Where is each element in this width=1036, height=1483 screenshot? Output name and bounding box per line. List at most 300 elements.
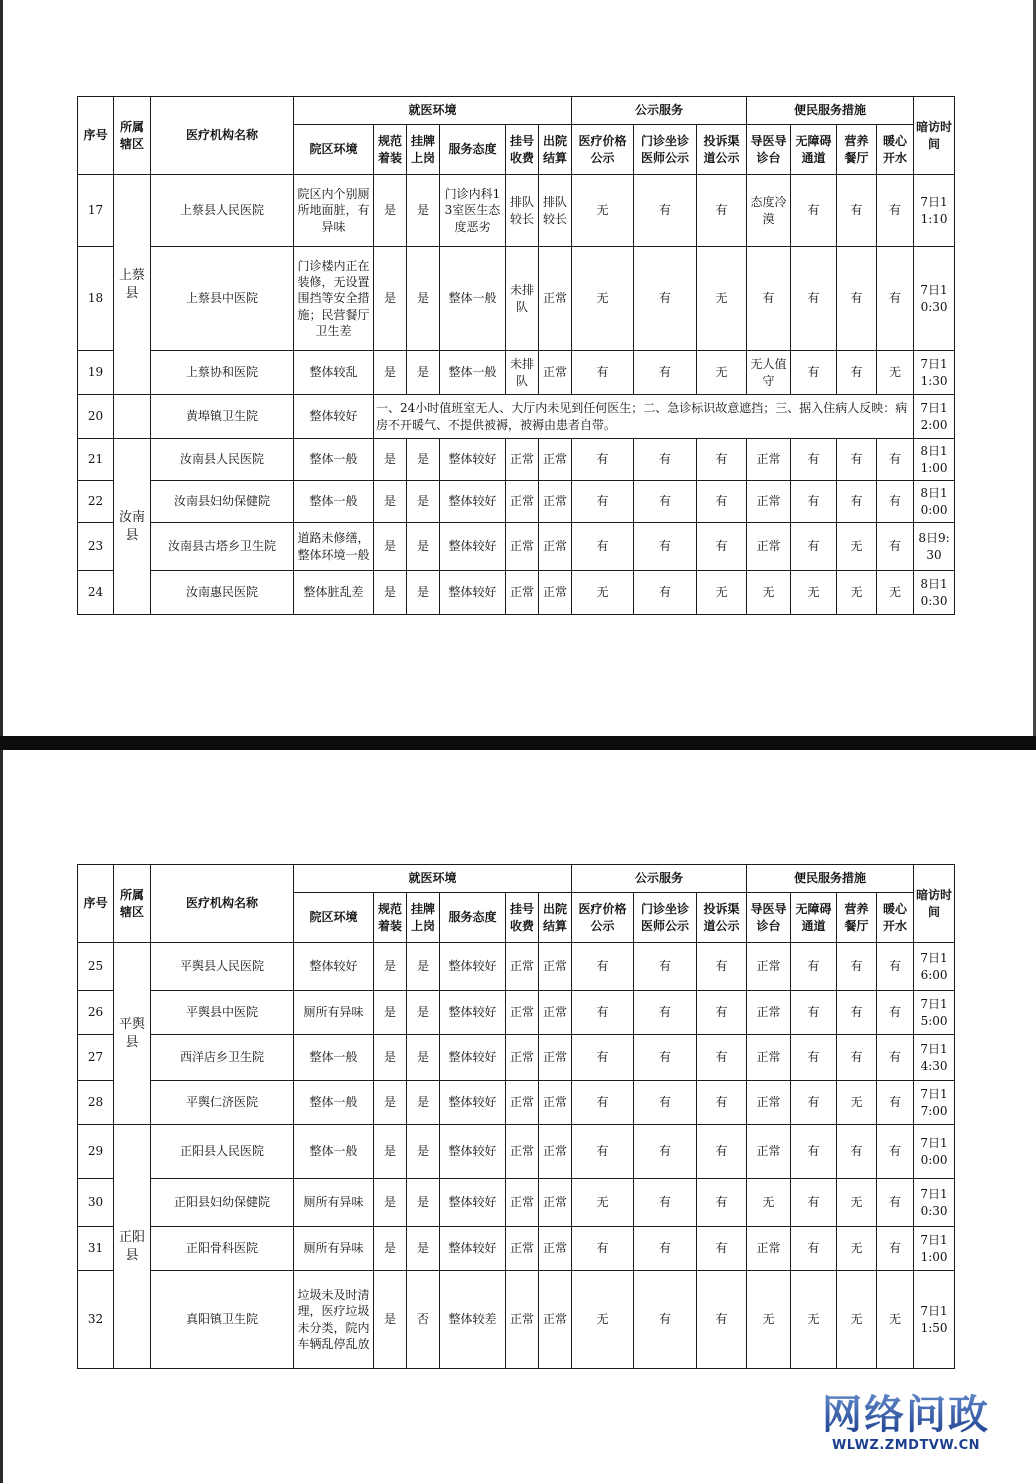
cell-guide: 有 [747, 247, 791, 351]
cell-complaint: 有 [697, 1125, 747, 1179]
cell-time: 7日11:00 [914, 1227, 955, 1271]
cell-settle: 正常 [539, 943, 572, 991]
cell-dress: 是 [374, 943, 407, 991]
inspection-table-page-1 [77, 96, 955, 615]
cell-badge: 是 [407, 523, 440, 571]
cell-settle: 正常 [539, 1081, 572, 1125]
cell-canteen: 无 [837, 1081, 877, 1125]
cell-seq: 17 [78, 175, 114, 247]
cell-attitude: 整体较差 [440, 1271, 506, 1369]
cell-dress: 是 [374, 523, 407, 571]
cell-price: 有 [572, 439, 634, 481]
cell-dress: 是 [374, 571, 407, 615]
cell-price: 有 [572, 991, 634, 1035]
cell-dress: 是 [374, 1081, 407, 1125]
header-sub: 挂牌上岗 [407, 893, 440, 943]
cell-reg: 正常 [506, 439, 539, 481]
cell-name: 上蔡县中医院 [151, 247, 294, 351]
cell-reg: 正常 [506, 1179, 539, 1227]
cell-seq: 21 [78, 439, 114, 481]
table-row [78, 1081, 955, 1125]
cell-name: 汝南县人民医院 [151, 439, 294, 481]
header-sub: 暖心开水 [877, 893, 914, 943]
table-row [78, 1035, 955, 1081]
header-sub: 院区环境 [294, 893, 374, 943]
cell-seq: 24 [78, 571, 114, 615]
cell-time: 7日15:00 [914, 991, 955, 1035]
cell-attitude: 整体较好 [440, 991, 506, 1035]
cell-price: 有 [572, 943, 634, 991]
cell-county: 汝南县 [114, 439, 151, 615]
cell-settle: 正常 [539, 1179, 572, 1227]
table-row [78, 439, 955, 481]
cell-name: 汝南县古塔乡卫生院 [151, 523, 294, 571]
cell-complaint: 有 [697, 943, 747, 991]
cell-settle: 正常 [539, 481, 572, 523]
cell-time: 8日10:00 [914, 481, 955, 523]
header-group-env: 就医环境 [294, 865, 572, 893]
cell-time: 7日14:30 [914, 1035, 955, 1081]
cell-seq: 23 [78, 523, 114, 571]
cell-canteen: 有 [837, 247, 877, 351]
cell-guide: 无 [747, 1179, 791, 1227]
cell-price: 无 [572, 247, 634, 351]
cell-reg: 正常 [506, 1125, 539, 1179]
cell-settle: 正常 [539, 439, 572, 481]
cell-seq: 22 [78, 481, 114, 523]
cell-doctor: 有 [634, 523, 697, 571]
cell-settle: 正常 [539, 991, 572, 1035]
cell-doctor: 有 [634, 351, 697, 395]
cell-doctor: 有 [634, 571, 697, 615]
cell-settle: 正常 [539, 1271, 572, 1369]
cell-canteen: 有 [837, 351, 877, 395]
header-group-service: 便民服务措施 [747, 97, 914, 125]
inspection-table-page-2 [77, 864, 955, 1369]
cell-barrier: 有 [791, 523, 837, 571]
header-seq: 序号 [78, 865, 114, 943]
cell-badge: 是 [407, 991, 440, 1035]
cell-county: 上蔡县 [114, 175, 151, 395]
header-sub: 规范着装 [374, 893, 407, 943]
cell-complaint: 无 [697, 351, 747, 395]
cell-dress: 是 [374, 439, 407, 481]
cell-barrier: 有 [791, 247, 837, 351]
header-institution: 医疗机构名称 [151, 97, 294, 175]
cell-guide: 正常 [747, 1227, 791, 1271]
watermark-title: 网络问政 [818, 1393, 994, 1437]
cell-barrier: 有 [791, 351, 837, 395]
table-row [78, 175, 955, 247]
cell-canteen: 有 [837, 1125, 877, 1179]
header-sub: 服务态度 [440, 125, 506, 175]
cell-name: 黄埠镇卫生院 [151, 395, 294, 439]
cell-env: 整体一般 [294, 1125, 374, 1179]
cell-reg: 正常 [506, 991, 539, 1035]
cell-badge: 是 [407, 943, 440, 991]
cell-name: 平舆县人民医院 [151, 943, 294, 991]
cell-water: 有 [877, 1227, 914, 1271]
cell-badge: 是 [407, 1179, 440, 1227]
page-separator [0, 736, 1036, 750]
cell-barrier: 无 [791, 571, 837, 615]
cell-complaint: 有 [697, 439, 747, 481]
cell-env: 门诊楼内正在装修，无设置围挡等安全措施；民营餐厅卫生差 [294, 247, 374, 351]
header-sub: 门诊坐诊医师公示 [634, 125, 697, 175]
cell-settle: 正常 [539, 1227, 572, 1271]
cell-badge: 是 [407, 247, 440, 351]
cell-doctor: 有 [634, 481, 697, 523]
table-row [78, 523, 955, 571]
cell-guide: 正常 [747, 439, 791, 481]
cell-badge: 是 [407, 1035, 440, 1081]
cell-water: 无 [877, 351, 914, 395]
cell-dress: 是 [374, 1271, 407, 1369]
cell-price: 无 [572, 1271, 634, 1369]
cell-seq: 31 [78, 1227, 114, 1271]
cell-guide: 正常 [747, 523, 791, 571]
cell-env: 厕所有异味 [294, 1179, 374, 1227]
cell-time: 7日11:10 [914, 175, 955, 247]
cell-name: 平舆县中医院 [151, 991, 294, 1035]
cell-attitude: 整体较好 [440, 523, 506, 571]
cell-complaint: 有 [697, 1227, 747, 1271]
header-sub: 规范着装 [374, 125, 407, 175]
cell-dress: 是 [374, 1227, 407, 1271]
cell-barrier: 有 [791, 175, 837, 247]
header-visit-time: 暗访时间 [914, 97, 955, 175]
cell-seq: 20 [78, 395, 114, 439]
cell-complaint: 有 [697, 523, 747, 571]
cell-barrier: 有 [791, 1035, 837, 1081]
cell-badge: 是 [407, 439, 440, 481]
cell-reg: 正常 [506, 1271, 539, 1369]
header-group-public: 公示服务 [572, 97, 747, 125]
cell-env: 整体脏乱差 [294, 571, 374, 615]
header-visit-time: 暗访时间 [914, 865, 955, 943]
cell-complaint: 有 [697, 1179, 747, 1227]
header-sub: 投诉渠道公示 [697, 893, 747, 943]
cell-county-empty [114, 395, 151, 439]
cell-reg: 正常 [506, 943, 539, 991]
cell-guide: 无 [747, 1271, 791, 1369]
cell-barrier: 有 [791, 1081, 837, 1125]
cell-complaint: 有 [697, 991, 747, 1035]
cell-dress: 是 [374, 351, 407, 395]
cell-env: 垃圾未及时清理，医疗垃圾未分类，院内车辆乱停乱放 [294, 1271, 374, 1369]
cell-badge: 否 [407, 1271, 440, 1369]
cell-water: 有 [877, 1035, 914, 1081]
cell-attitude: 整体较好 [440, 1227, 506, 1271]
cell-water: 无 [877, 1271, 914, 1369]
cell-canteen: 无 [837, 1179, 877, 1227]
cell-barrier: 有 [791, 991, 837, 1035]
cell-guide: 正常 [747, 1081, 791, 1125]
cell-canteen: 无 [837, 1271, 877, 1369]
header-sub: 导医导诊台 [747, 125, 791, 175]
cell-time: 7日11:30 [914, 351, 955, 395]
cell-seq: 28 [78, 1081, 114, 1125]
cell-guide: 无人值守 [747, 351, 791, 395]
cell-canteen: 有 [837, 481, 877, 523]
cell-seq: 25 [78, 943, 114, 991]
cell-attitude: 整体较好 [440, 571, 506, 615]
cell-guide: 正常 [747, 943, 791, 991]
header-group-env: 就医环境 [294, 97, 572, 125]
cell-env: 整体较好 [294, 943, 374, 991]
header-sub: 挂号收费 [506, 893, 539, 943]
cell-canteen: 无 [837, 571, 877, 615]
header-group-public: 公示服务 [572, 865, 747, 893]
cell-badge: 是 [407, 481, 440, 523]
header-sub: 无障碍通道 [791, 893, 837, 943]
header-sub: 医疗价格公示 [572, 893, 634, 943]
cell-barrier: 有 [791, 1179, 837, 1227]
header-sub: 暖心开水 [877, 125, 914, 175]
cell-price: 有 [572, 351, 634, 395]
cell-seq: 32 [78, 1271, 114, 1369]
cell-name: 平舆仁济医院 [151, 1081, 294, 1125]
cell-barrier: 有 [791, 943, 837, 991]
cell-attitude: 整体一般 [440, 351, 506, 395]
cell-doctor: 有 [634, 175, 697, 247]
table-row [78, 395, 955, 439]
cell-time: 8日9:30 [914, 523, 955, 571]
watermark-logo [818, 1393, 994, 1455]
cell-settle: 正常 [539, 247, 572, 351]
header-seq: 序号 [78, 97, 114, 175]
table-row [78, 991, 955, 1035]
cell-guide: 无 [747, 571, 791, 615]
cell-seq: 29 [78, 1125, 114, 1179]
cell-guide: 正常 [747, 991, 791, 1035]
cell-complaint: 有 [697, 481, 747, 523]
cell-doctor: 有 [634, 943, 697, 991]
table-row [78, 1227, 955, 1271]
cell-reg: 正常 [506, 571, 539, 615]
cell-water: 有 [877, 991, 914, 1035]
cell-complaint: 有 [697, 1081, 747, 1125]
cell-attitude: 整体较好 [440, 1125, 506, 1179]
cell-reg: 正常 [506, 1035, 539, 1081]
header-sub: 挂牌上岗 [407, 125, 440, 175]
cell-seq: 26 [78, 991, 114, 1035]
cell-badge: 是 [407, 1081, 440, 1125]
cell-name: 真阳镇卫生院 [151, 1271, 294, 1369]
cell-env: 厕所有异味 [294, 991, 374, 1035]
cell-dress: 是 [374, 247, 407, 351]
cell-attitude: 整体较好 [440, 1179, 506, 1227]
cell-time: 7日10:30 [914, 247, 955, 351]
cell-water: 有 [877, 943, 914, 991]
cell-canteen: 无 [837, 523, 877, 571]
header-sub: 挂号收费 [506, 125, 539, 175]
cell-reg: 正常 [506, 1227, 539, 1271]
header-sub: 医疗价格公示 [572, 125, 634, 175]
cell-seq: 19 [78, 351, 114, 395]
cell-water: 有 [877, 175, 914, 247]
cell-dress: 是 [374, 1125, 407, 1179]
cell-barrier: 有 [791, 481, 837, 523]
cell-attitude: 门诊内科13室医生态度恶劣 [440, 175, 506, 247]
cell-canteen: 有 [837, 943, 877, 991]
cell-dress: 是 [374, 481, 407, 523]
table-row [78, 351, 955, 395]
table-row [78, 571, 955, 615]
header-sub: 营养餐厅 [837, 893, 877, 943]
cell-time: 8日11:00 [914, 439, 955, 481]
cell-barrier: 无 [791, 1271, 837, 1369]
table-row [78, 1271, 955, 1369]
cell-doctor: 有 [634, 1271, 697, 1369]
header-group-service: 便民服务措施 [747, 865, 914, 893]
cell-price: 无 [572, 1179, 634, 1227]
cell-attitude: 整体较好 [440, 1081, 506, 1125]
table-row [78, 481, 955, 523]
cell-time: 7日12:00 [914, 395, 955, 439]
cell-doctor: 有 [634, 1035, 697, 1081]
table-row [78, 943, 955, 991]
watermark-url: WLWZ.ZMDTVW.CN [831, 1438, 981, 1453]
cell-guide: 正常 [747, 481, 791, 523]
cell-water: 有 [877, 481, 914, 523]
table-row [78, 1179, 955, 1227]
cell-price: 有 [572, 1227, 634, 1271]
cell-guide: 正常 [747, 1125, 791, 1179]
cell-env: 厕所有异味 [294, 1227, 374, 1271]
cell-note: 一、24小时值班室无人、大厅内未见到任何医生；二、急诊标识故意遮挡；三、据入住病人反映：病房不开暖气、不提供被褥，被褥由患者自带。 [374, 395, 914, 439]
cell-attitude: 整体较好 [440, 1035, 506, 1081]
cell-doctor: 有 [634, 991, 697, 1035]
cell-complaint: 有 [697, 1035, 747, 1081]
cell-reg: 未排队 [506, 351, 539, 395]
cell-doctor: 有 [634, 1179, 697, 1227]
cell-water: 有 [877, 1179, 914, 1227]
cell-dress: 是 [374, 1035, 407, 1081]
table-row [78, 1125, 955, 1179]
cell-name: 上蔡县人民医院 [151, 175, 294, 247]
cell-doctor: 有 [634, 1125, 697, 1179]
cell-doctor: 有 [634, 1081, 697, 1125]
cell-complaint: 无 [697, 247, 747, 351]
cell-county: 正阳县 [114, 1125, 151, 1369]
header-sub: 营养餐厅 [837, 125, 877, 175]
cell-time: 7日17:00 [914, 1081, 955, 1125]
cell-guide: 正常 [747, 1035, 791, 1081]
cell-complaint: 有 [697, 1271, 747, 1369]
cell-settle: 正常 [539, 1125, 572, 1179]
cell-settle: 正常 [539, 571, 572, 615]
cell-price: 有 [572, 523, 634, 571]
cell-canteen: 有 [837, 991, 877, 1035]
header-sub: 投诉渠道公示 [697, 125, 747, 175]
cell-reg: 正常 [506, 523, 539, 571]
cell-env: 整体较好 [294, 395, 374, 439]
header-county: 所属辖区 [114, 97, 151, 175]
cell-name: 汝南县妇幼保健院 [151, 481, 294, 523]
cell-seq: 27 [78, 1035, 114, 1081]
cell-water: 有 [877, 1081, 914, 1125]
cell-badge: 是 [407, 571, 440, 615]
cell-name: 正阳县妇幼保健院 [151, 1179, 294, 1227]
cell-settle: 正常 [539, 1035, 572, 1081]
cell-dress: 是 [374, 1179, 407, 1227]
cell-canteen: 无 [837, 1227, 877, 1271]
cell-barrier: 有 [791, 439, 837, 481]
cell-settle: 正常 [539, 523, 572, 571]
cell-seq: 18 [78, 247, 114, 351]
cell-water: 无 [877, 571, 914, 615]
header-sub: 无障碍通道 [791, 125, 837, 175]
cell-env: 院区内个别厕所地面脏，有异味 [294, 175, 374, 247]
cell-doctor: 有 [634, 439, 697, 481]
header-sub: 导医导诊台 [747, 893, 791, 943]
cell-name: 汝南惠民医院 [151, 571, 294, 615]
cell-reg: 正常 [506, 1081, 539, 1125]
cell-time: 8日10:30 [914, 571, 955, 615]
cell-settle: 排队较长 [539, 175, 572, 247]
cell-water: 有 [877, 1125, 914, 1179]
header-sub: 服务态度 [440, 893, 506, 943]
cell-attitude: 整体较好 [440, 943, 506, 991]
cell-name: 正阳骨科医院 [151, 1227, 294, 1271]
cell-name: 正阳县人民医院 [151, 1125, 294, 1179]
cell-attitude: 整体一般 [440, 247, 506, 351]
cell-settle: 正常 [539, 351, 572, 395]
cell-attitude: 整体较好 [440, 439, 506, 481]
header-institution: 医疗机构名称 [151, 865, 294, 943]
cell-price: 有 [572, 1035, 634, 1081]
cell-dress: 是 [374, 991, 407, 1035]
cell-env: 整体一般 [294, 481, 374, 523]
cell-guide: 态度冷漠 [747, 175, 791, 247]
cell-name: 上蔡协和医院 [151, 351, 294, 395]
cell-badge: 是 [407, 1125, 440, 1179]
cell-price: 无 [572, 175, 634, 247]
cell-complaint: 有 [697, 175, 747, 247]
cell-canteen: 有 [837, 175, 877, 247]
cell-water: 有 [877, 247, 914, 351]
cell-price: 有 [572, 481, 634, 523]
cell-reg: 正常 [506, 481, 539, 523]
cell-time: 7日10:30 [914, 1179, 955, 1227]
cell-badge: 是 [407, 351, 440, 395]
cell-price: 无 [572, 571, 634, 615]
header-county: 所属辖区 [114, 865, 151, 943]
cell-seq: 30 [78, 1179, 114, 1227]
cell-barrier: 有 [791, 1125, 837, 1179]
header-sub: 出院结算 [539, 893, 572, 943]
cell-reg: 未排队 [506, 247, 539, 351]
cell-time: 7日11:50 [914, 1271, 955, 1369]
table-row [78, 247, 955, 351]
cell-canteen: 有 [837, 1035, 877, 1081]
cell-env: 道路未修缮，整体环境一般 [294, 523, 374, 571]
cell-env: 整体一般 [294, 1035, 374, 1081]
cell-env: 整体一般 [294, 439, 374, 481]
header-sub: 院区环境 [294, 125, 374, 175]
cell-time: 7日16:00 [914, 943, 955, 991]
header-sub: 出院结算 [539, 125, 572, 175]
header-sub: 门诊坐诊医师公示 [634, 893, 697, 943]
cell-county: 平舆县 [114, 943, 151, 1125]
cell-badge: 是 [407, 1227, 440, 1271]
cell-water: 有 [877, 439, 914, 481]
cell-water: 有 [877, 523, 914, 571]
cell-time: 7日10:00 [914, 1125, 955, 1179]
cell-env: 整体一般 [294, 1081, 374, 1125]
cell-complaint: 无 [697, 571, 747, 615]
